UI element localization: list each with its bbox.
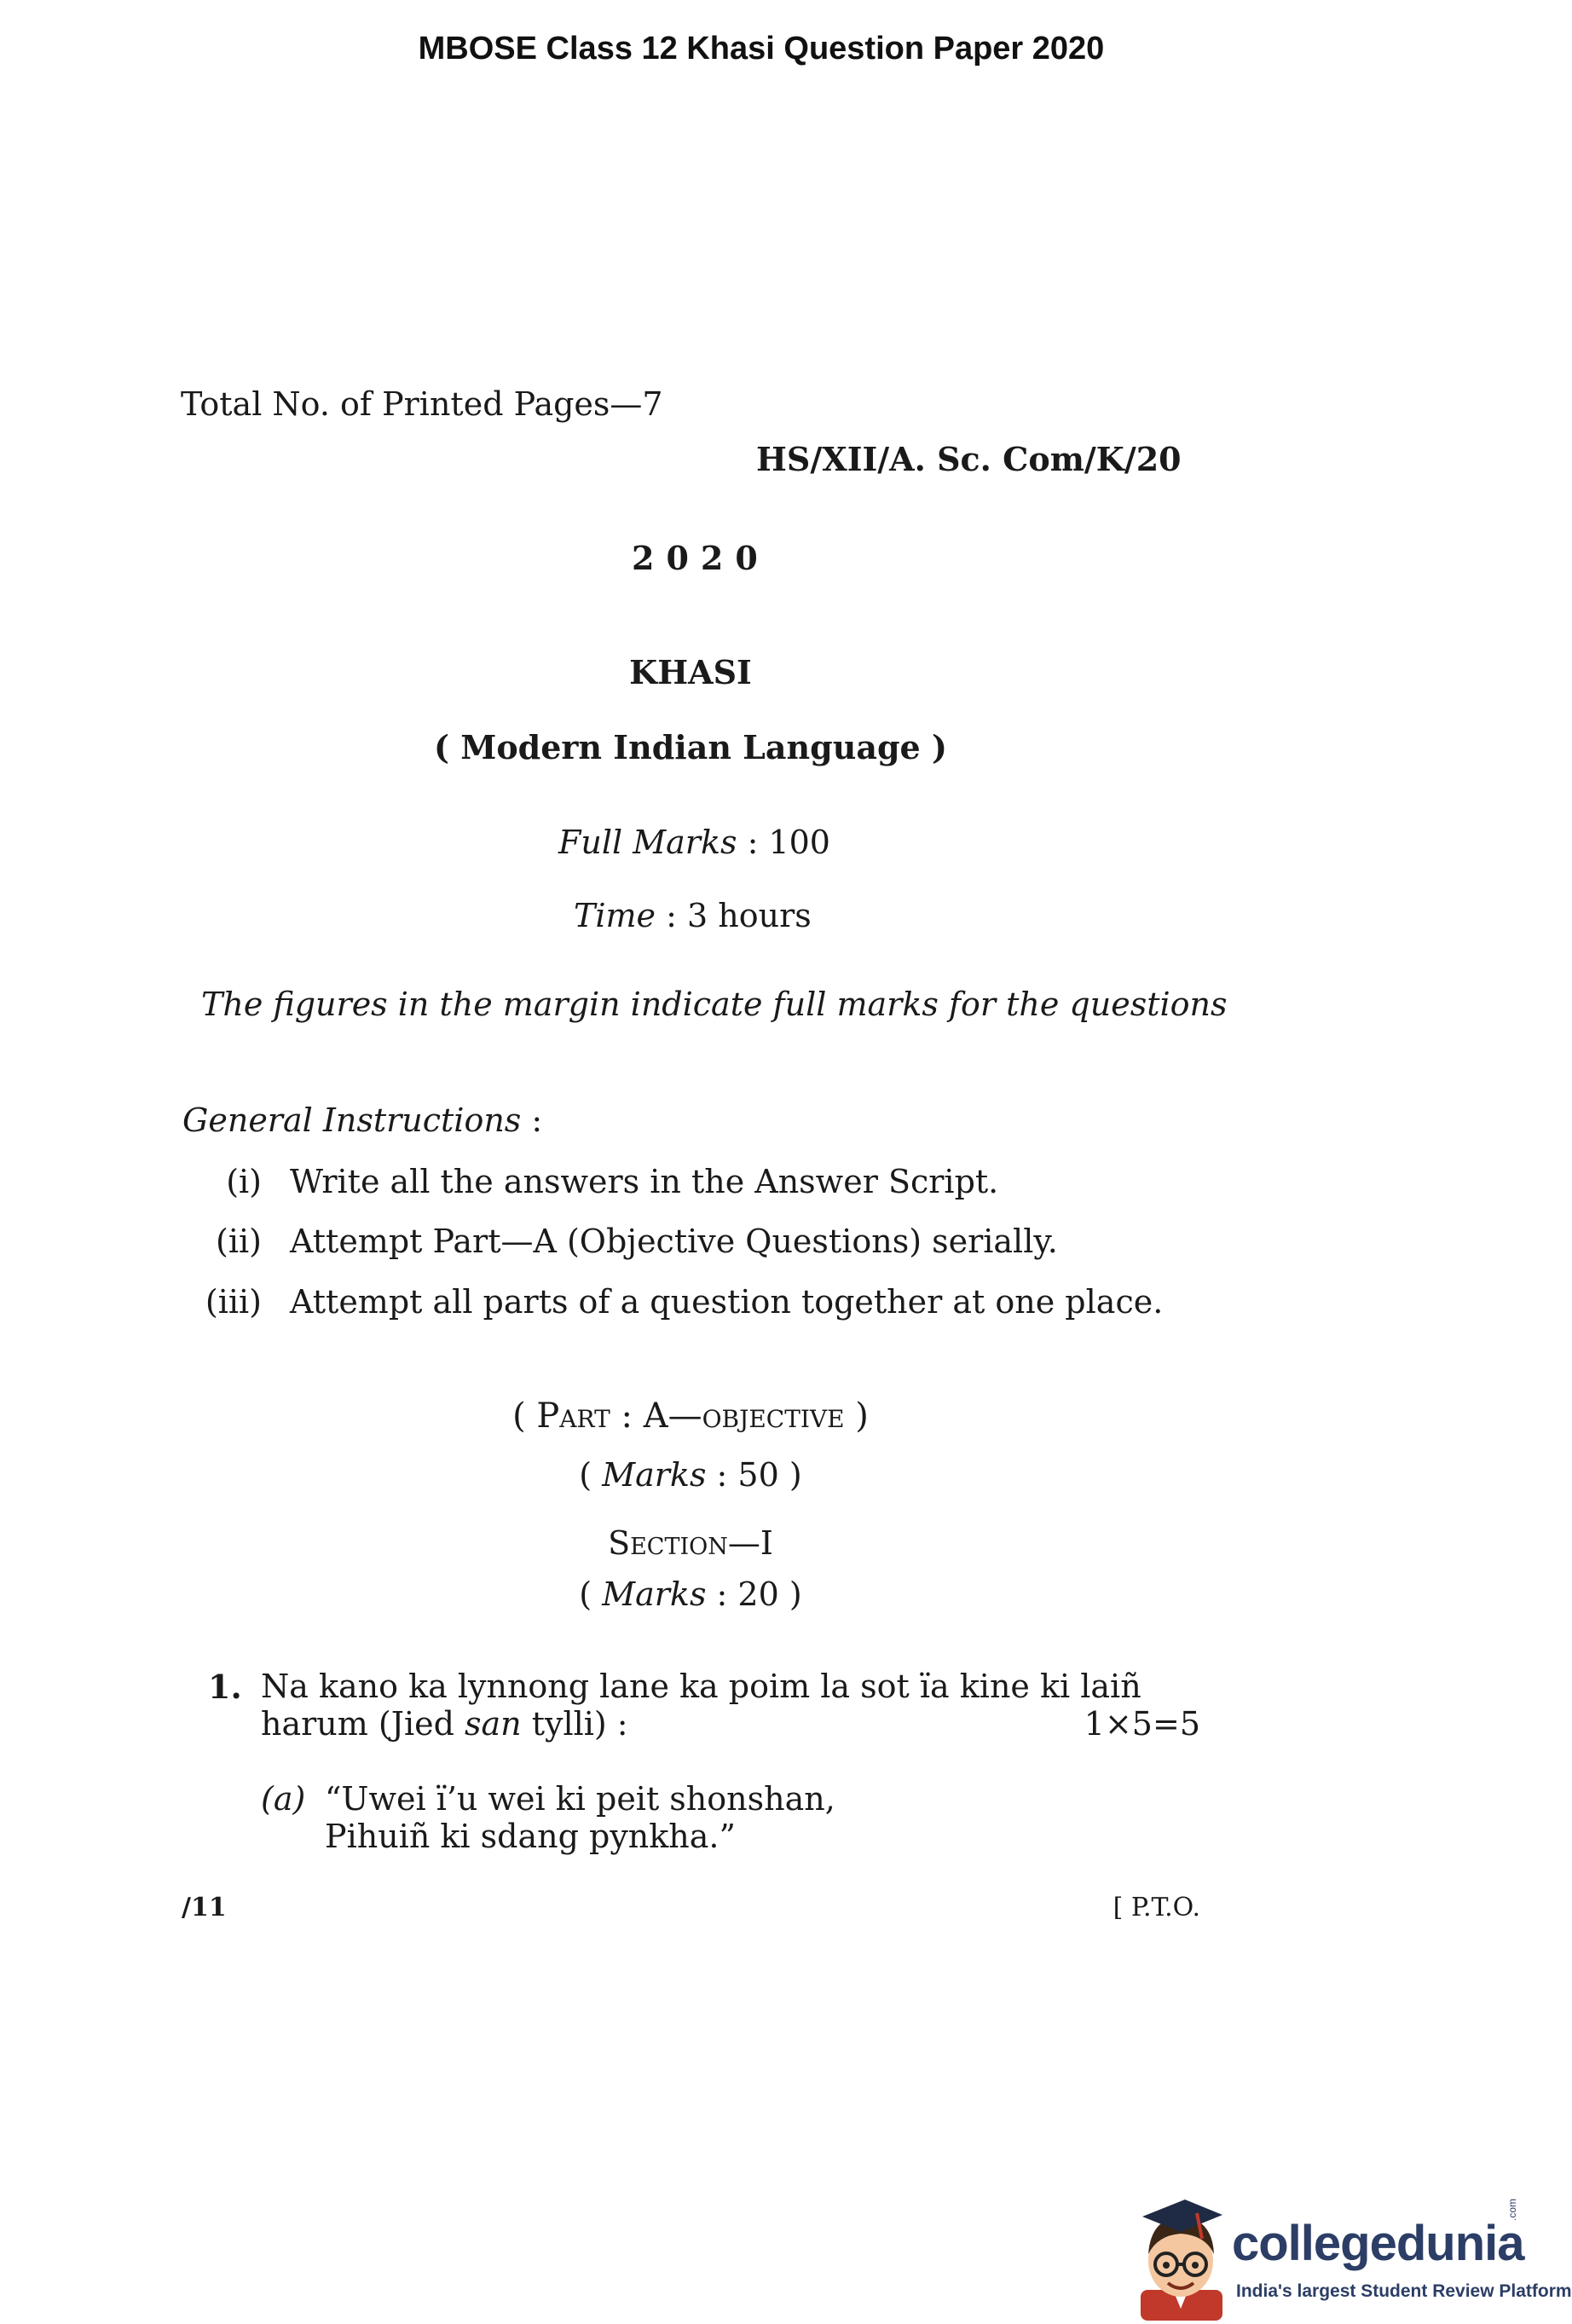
instructions-heading-sep: : (521, 1101, 543, 1139)
question-text-line2-a: harum (Jied (261, 1705, 465, 1743)
footer-pto: [ P.T.O. (1113, 1893, 1200, 1922)
section-marks (0, 1575, 1381, 1613)
time-sep: : (656, 897, 687, 934)
exam-year: 2020 (632, 539, 770, 577)
question-text-line2-b: tylli) : (521, 1705, 628, 1743)
logo-wordmark: collegedunia (1232, 2216, 1524, 2271)
logo-tagline: India's largest Student Review Platform (1236, 2281, 1572, 2301)
full-marks (558, 824, 830, 861)
section-marks-label: Marks (602, 1575, 707, 1613)
part-marks-label: Marks (602, 1456, 707, 1494)
time-label: Time (574, 897, 656, 934)
footer-page-code: /11 (182, 1893, 227, 1922)
collegedunia-logo (1125, 2191, 1572, 2324)
question-text-line2-em: san (464, 1705, 522, 1743)
section-heading: Section—I (608, 1524, 773, 1562)
instructions-heading-label: General Instructions (182, 1101, 522, 1139)
instruction-text: Attempt all parts of a question together at one place. (290, 1283, 1164, 1321)
instruction-number: (i) (226, 1163, 262, 1200)
question-text-line1: Na kano ka lynnong lane ka poim la sot ïa kine ki laiñ (261, 1668, 1141, 1705)
section-marks-open: ( (579, 1575, 603, 1613)
subject-subtitle: ( Modern Indian Language ) (434, 728, 947, 766)
part-marks-rest: : 50 ) (706, 1456, 802, 1494)
subject-title: KHASI (629, 653, 752, 691)
total-pages: Total No. of Printed Pages—7 (181, 385, 663, 423)
paper-code: HS/XII/A. Sc. Com/K/20 (756, 440, 1182, 478)
margin-note: The figures in the margin indicate full marks for the questions (201, 986, 1228, 1023)
question-number: 1. (208, 1668, 242, 1706)
part-marks (0, 1456, 1381, 1494)
full-marks-value: 100 (768, 824, 830, 861)
instruction-number: (iii) (205, 1283, 262, 1321)
full-marks-sep: : (737, 824, 769, 861)
instruction-text: Attempt Part—A (Objective Questions) serially. (290, 1223, 1058, 1260)
part-marks-open: ( (579, 1456, 603, 1494)
subquestion-line1: “Uwei ï’u wei ki peit shonshan, (325, 1780, 835, 1818)
instruction-text: Write all the answers in the Answer Script. (290, 1163, 999, 1200)
question-marks: 1×5=5 (1084, 1705, 1200, 1743)
time-allowed (574, 897, 812, 934)
question-text-line2 (261, 1705, 628, 1743)
instructions-heading (182, 1101, 542, 1139)
part-heading: ( Part : A—objective ) (512, 1396, 869, 1436)
document-header-title: MBOSE Class 12 Khasi Question Paper 2020 (418, 31, 1105, 66)
full-marks-label: Full Marks (558, 824, 737, 861)
logo-suffix: .com (1506, 2198, 1518, 2221)
mascot-icon (1134, 2194, 1228, 2321)
section-marks-rest: : 20 ) (706, 1575, 802, 1613)
subquestion-line2: Pihuiñ ki sdang pynkha.” (325, 1818, 736, 1855)
instruction-number: (ii) (216, 1223, 262, 1260)
time-value: 3 hours (687, 897, 812, 934)
subquestion-label: (a) (261, 1780, 306, 1818)
